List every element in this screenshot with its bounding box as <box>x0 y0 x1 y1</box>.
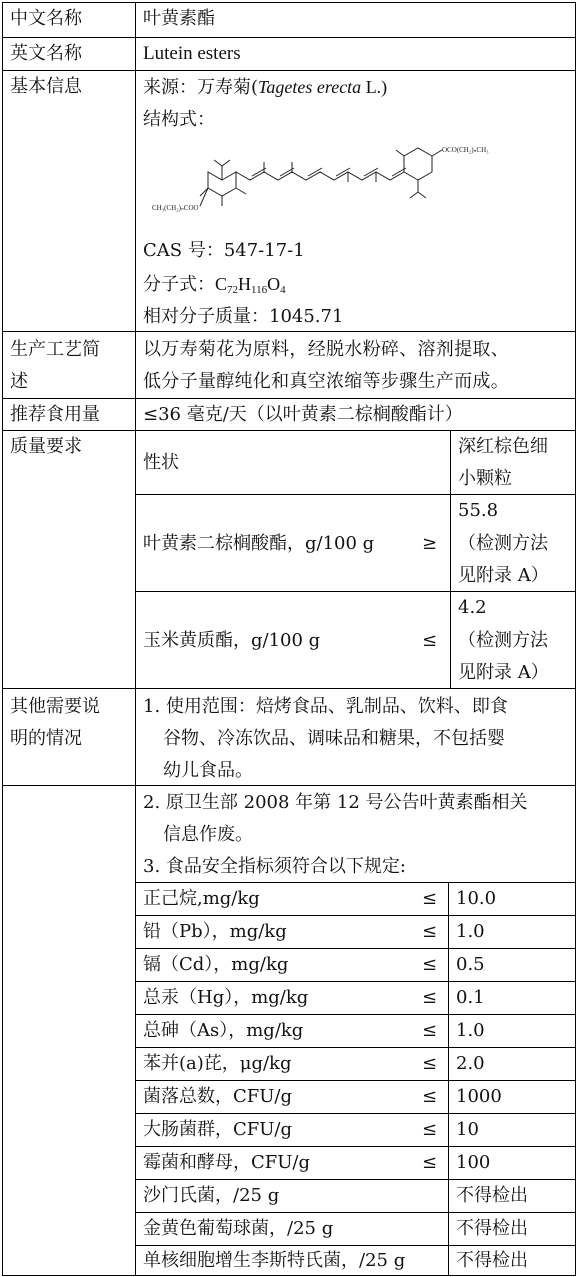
safety-name: 总汞（Hg），mg/kg <box>143 987 309 1008</box>
label-other-line1: 其他需要说 <box>10 696 100 717</box>
label-en-name: 英文名称 <box>10 43 82 64</box>
value-cn-name: 叶黄素酯 <box>143 8 215 29</box>
note-1-line: 谷物、冷冻饮品、调味品和糖果，不包括婴 <box>163 728 505 749</box>
rule <box>135 1080 576 1081</box>
rule <box>135 591 576 592</box>
safety-name: 单核细胞增生李斯特氏菌，/25 g <box>143 1250 406 1271</box>
safety-op: ≤ <box>422 954 438 975</box>
rule <box>135 1212 576 1213</box>
safety-value: 10.0 <box>456 888 497 909</box>
rule <box>135 948 576 949</box>
rule <box>2 430 576 431</box>
quality-item-value: 55.8 <box>458 500 499 521</box>
safety-value: 不得检出 <box>456 1185 528 1206</box>
note-1-line: 幼儿食品。 <box>163 760 253 781</box>
safety-value: 不得检出 <box>456 1218 528 1239</box>
quality-item-value: （检测方法 <box>458 630 548 651</box>
safety-op: ≤ <box>422 1119 438 1140</box>
rule <box>448 882 449 1276</box>
safety-name: 菌落总数，CFU/g <box>143 1086 293 1107</box>
safety-value: 不得检出 <box>456 1250 528 1271</box>
formula-c: C <box>215 274 228 294</box>
safety-op: ≤ <box>422 1086 438 1107</box>
quality-item-value: 深红棕色细 <box>458 436 548 457</box>
structure-label: 结构式： <box>143 109 215 130</box>
quality-item-value: 见附录 A） <box>458 565 549 586</box>
formula-o-count: 4 <box>280 284 286 296</box>
molecular-formula <box>143 273 286 301</box>
safety-value: 10 <box>456 1119 479 1140</box>
safety-op: ≤ <box>422 921 438 942</box>
label-quality: 质量要求 <box>10 436 82 457</box>
rule <box>575 2 576 1276</box>
label-other-line2: 明的情况 <box>10 728 82 749</box>
safety-name: 镉（Cd），mg/kg <box>143 954 289 975</box>
safety-name: 总砷（As），mg/kg <box>143 1020 304 1041</box>
rule <box>135 1014 576 1015</box>
safety-value: 0.1 <box>456 987 485 1008</box>
rule <box>135 2 136 1276</box>
rule <box>135 981 576 982</box>
source-latin: Tagetes erecta <box>258 77 362 97</box>
formula-label: 分子式： <box>143 274 215 295</box>
formula-o: O <box>267 274 281 294</box>
quality-item-value: 见附录 A） <box>458 662 549 683</box>
rule <box>135 1113 576 1114</box>
note-2-line: 信息作废。 <box>163 824 253 845</box>
safety-value: 1.0 <box>456 1020 485 1041</box>
safety-op: ≤ <box>422 1152 438 1173</box>
formula-h: H <box>238 274 252 294</box>
safety-op: ≤ <box>422 1020 438 1041</box>
rule <box>2 1275 576 1276</box>
safety-name: 大肠菌群，CFU/g <box>143 1119 293 1140</box>
structure-bottom-group: CH₃(CH₂)ₙCOO <box>152 204 199 212</box>
note-3: 3. 食品安全指标须符合以下规定: <box>143 856 406 877</box>
source-suffix: L.) <box>361 77 388 97</box>
safety-value: 100 <box>456 1152 491 1173</box>
rule <box>135 882 576 883</box>
quality-item-name: 玉米黄质酯，g/100 g <box>143 630 321 651</box>
label-basic-info: 基本信息 <box>10 76 82 97</box>
note-1-line: 1. 使用范围：焙烤食品、乳制品、饮料、即食 <box>143 696 508 717</box>
quality-item-name: 性状 <box>143 452 179 473</box>
rule <box>450 430 451 688</box>
rule <box>2 2 3 1276</box>
process-line1: 以万寿菊花为原料，经脱水粉碎、溶剂提取、 <box>143 339 509 360</box>
quality-item-value: （检测方法 <box>458 533 548 554</box>
rule <box>2 688 576 689</box>
rule <box>2 70 576 71</box>
dosage-value: ≤36 毫克/天（以叶黄素二棕榈酸酯计） <box>143 404 463 425</box>
formula-h-count: 116 <box>251 284 268 296</box>
rule <box>135 1047 576 1048</box>
quality-item-value: 4.2 <box>458 597 487 618</box>
safety-value: 1000 <box>456 1086 502 1107</box>
safety-name: 正己烷,mg/kg <box>143 888 260 909</box>
value-en-name: Lutein esters <box>143 43 241 64</box>
rule <box>135 1245 576 1246</box>
rule <box>135 1146 576 1147</box>
safety-op: ≤ <box>422 987 438 1008</box>
safety-value: 2.0 <box>456 1053 485 1074</box>
process-line2: 低分子量醇纯化和真空浓缩等步骤生产而成。 <box>143 371 509 392</box>
rule <box>2 398 576 399</box>
quality-item-value: 小颗粒 <box>458 468 512 489</box>
safety-op: ≤ <box>422 1053 438 1074</box>
formula-value <box>215 274 286 294</box>
rule <box>135 1179 576 1180</box>
label-process-line1: 生产工艺简 <box>10 339 100 360</box>
rule <box>2 37 576 38</box>
safety-name: 霉菌和酵母，CFU/g <box>143 1152 311 1173</box>
quality-item-op: ≥ <box>422 533 438 554</box>
source-prefix: 来源：万寿菊( <box>143 77 259 98</box>
safety-name: 铅（Pb），mg/kg <box>143 921 287 942</box>
rule <box>2 2 576 3</box>
molecular-weight: 相对分子质量：1045.71 <box>143 306 344 327</box>
quality-item-name: 叶黄素二棕榈酸酯，g/100 g <box>143 533 375 554</box>
cas-number: CAS 号：547-17-1 <box>143 240 305 261</box>
safety-value: 1.0 <box>456 921 485 942</box>
safety-op: ≤ <box>422 888 438 909</box>
source-line <box>143 76 387 99</box>
rule <box>2 785 576 786</box>
label-process-line2: 述 <box>10 371 28 392</box>
safety-name: 苯并(a)芘，μg/kg <box>143 1053 292 1074</box>
note-2-line: 2. 原卫生部 2008 年第 12 号公告叶黄素酯相关 <box>143 792 528 813</box>
rule <box>135 915 576 916</box>
rule <box>135 494 576 495</box>
label-cn-name: 中文名称 <box>10 8 82 29</box>
safety-name: 沙门氏菌，/25 g <box>143 1185 280 1206</box>
structure-top-group: OCO(CH₂)ₙCH₃ <box>442 146 489 154</box>
structural-formula <box>150 140 490 230</box>
safety-name: 金黄色葡萄球菌，/25 g <box>143 1218 334 1239</box>
quality-item-op: ≤ <box>422 630 438 651</box>
rule <box>2 331 576 332</box>
formula-c-count: 72 <box>227 284 239 296</box>
label-dosage: 推荐食用量 <box>10 404 100 425</box>
safety-value: 0.5 <box>456 954 485 975</box>
